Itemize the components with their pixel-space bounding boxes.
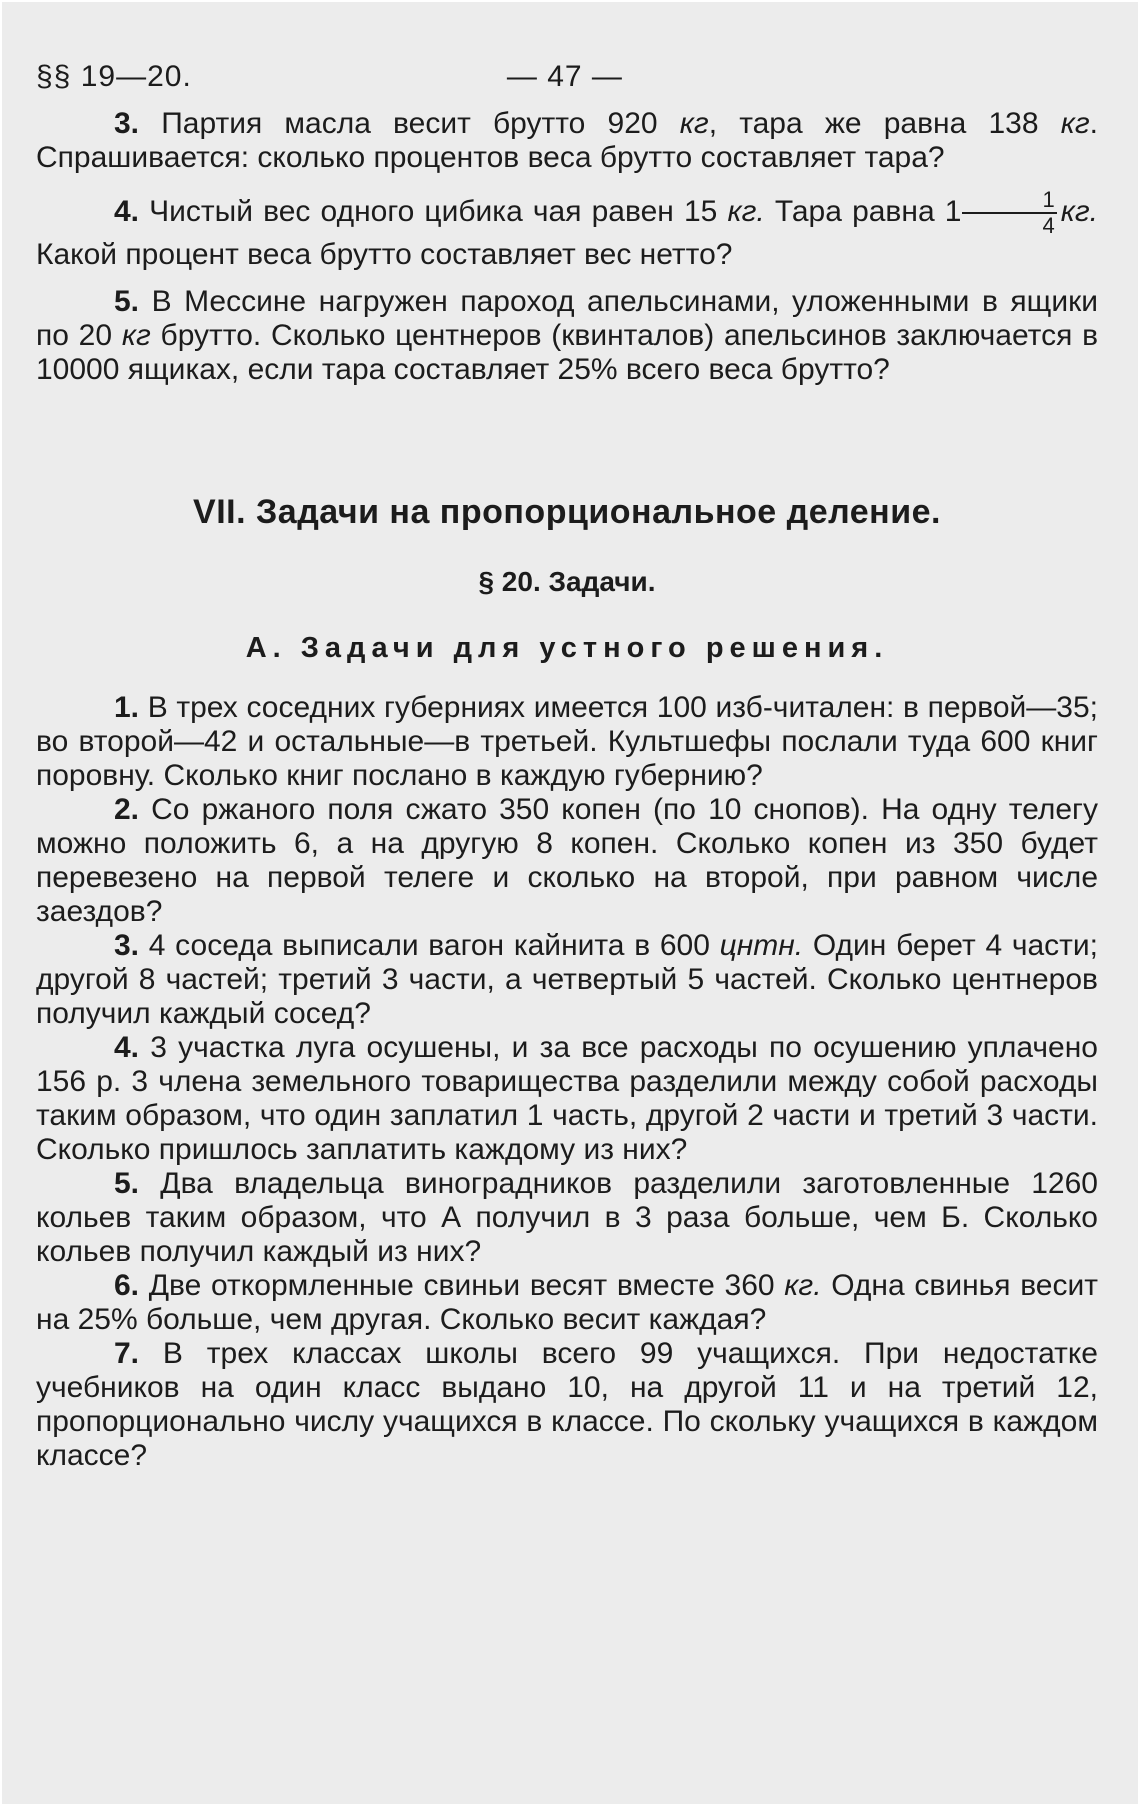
unit-text: кг <box>1060 107 1090 140</box>
unit-text: цнтн. <box>719 929 804 962</box>
problem-text: 3 участка луга осушены, и за все расходы по осушению уплачено 156 р. 3 члена земельного товарищества разделили между собой расходы таким образом, что один заплатил 1 часть, другой 2 части и третий 3 части. Сколько пришлось заплатить каждому из них? <box>36 1031 1098 1166</box>
problem-paragraph <box>36 285 1098 387</box>
problem-list <box>36 691 1098 1473</box>
problem-text: В трех классах школы всего 99 учащихся. При недостатке учебников на один класс выдано 10, на другой 11 и на третий 12, пропорционально числу учащихся в классе. По скольку учащихся в каждом классе? <box>36 1337 1098 1472</box>
unit-text: кг. <box>1060 194 1098 228</box>
problem-text: Чистый вес одного цибика чая равен 15 <box>149 194 728 228</box>
unit-text: кг <box>121 319 151 352</box>
problem-number: 4. <box>114 1031 140 1064</box>
page-number: — 47 — <box>506 60 623 93</box>
problem-paragraph <box>36 793 1098 929</box>
book-page <box>2 2 1138 1804</box>
problem-text: Какой процент веса брутто составляет вес нетто? <box>36 238 733 271</box>
problem-paragraph <box>36 1031 1098 1167</box>
continued-problems <box>36 107 1098 387</box>
problem-text: Партия масла весит брутто 920 <box>161 107 680 140</box>
problem-number: 6. <box>114 1269 140 1302</box>
problem-paragraph <box>36 1269 1098 1337</box>
subsection-title: А. Задачи для устного решения. <box>245 632 889 664</box>
fraction-numerator: 1 <box>962 188 1056 214</box>
fraction-denominator: 4 <box>1042 213 1055 238</box>
problem-number: 1. <box>114 691 140 724</box>
problem-text: В трех соседних губерниях имеется 100 изб-читален: в первой—35; во второй—42 и остальные—в третьей. Культшефы послали туда 600 книг поровну. Сколько книг послано в каждую губернию? <box>36 691 1098 792</box>
chapter-title: VII. Задачи на пропорциональное деление. <box>193 493 941 531</box>
problem-number: 3. <box>114 929 140 962</box>
problem-paragraph <box>36 188 1098 272</box>
problem-number: 7. <box>114 1337 140 1370</box>
problem-text: Два владельца виноградников разделили заготовленные 1260 кольев таким образом, что А получил в 3 раза больше, чем Б. Сколько кольев получил каждый из них? <box>36 1167 1098 1268</box>
problem-text: Тара равна 1 <box>764 194 962 228</box>
problem-text: . Спрашивается: сколько процентов веса брутто составляет тара? <box>36 107 1098 174</box>
problem-text: Одна свинья весит на 25% больше, чем другая. Сколько весит каждая? <box>36 1269 1098 1336</box>
problem-text: 4 соседа выписали вагон кайнита в 600 <box>148 929 720 962</box>
problem-number: 3. <box>114 107 140 140</box>
problem-paragraph <box>36 929 1098 1031</box>
problem-text: В Мессине нагружен пароход апельсинами, уложенными в ящики по 20 <box>36 285 1098 352</box>
problem-number: 5. <box>114 1167 140 1200</box>
problem-text: Две откормленные свиньи весят вместе 360 <box>148 1269 785 1302</box>
problem-number: 2. <box>114 793 140 826</box>
problem-paragraph <box>36 1167 1098 1269</box>
problem-text: брутто. Сколько центнеров (квинталов) апельсинов заключается в 10000 ящиках, если тара составляет 25% всего веса брутто? <box>36 319 1099 386</box>
problem-paragraph <box>36 1337 1098 1473</box>
page-header <box>36 60 1098 94</box>
unit-text: кг <box>679 107 709 140</box>
problem-text: Один берет 4 части; другой 8 частей; третий 3 части, а четвертый 5 частей. Сколько центнеров получил каждый сосед? <box>36 929 1099 1030</box>
problem-paragraph <box>36 107 1098 175</box>
section-title: § 20. Задачи. <box>478 566 656 597</box>
fraction <box>962 188 1056 238</box>
section-reference: §§ 19—20. <box>36 60 192 93</box>
problem-paragraph <box>36 691 1098 793</box>
problem-number: 5. <box>114 285 140 318</box>
unit-text: кг. <box>784 1269 822 1302</box>
problem-text: , тара же равна 138 <box>708 107 1061 140</box>
problem-number: 4. <box>114 194 140 228</box>
problem-text: Со ржаного поля сжато 350 копен (по 10 снопов). На одну телегу можно положить 6, а на другую 8 копен. Сколько копен из 350 будет перевезено на первой телеге и сколько на второй, при равном числе заездов? <box>36 793 1098 928</box>
unit-text: кг. <box>727 194 765 228</box>
